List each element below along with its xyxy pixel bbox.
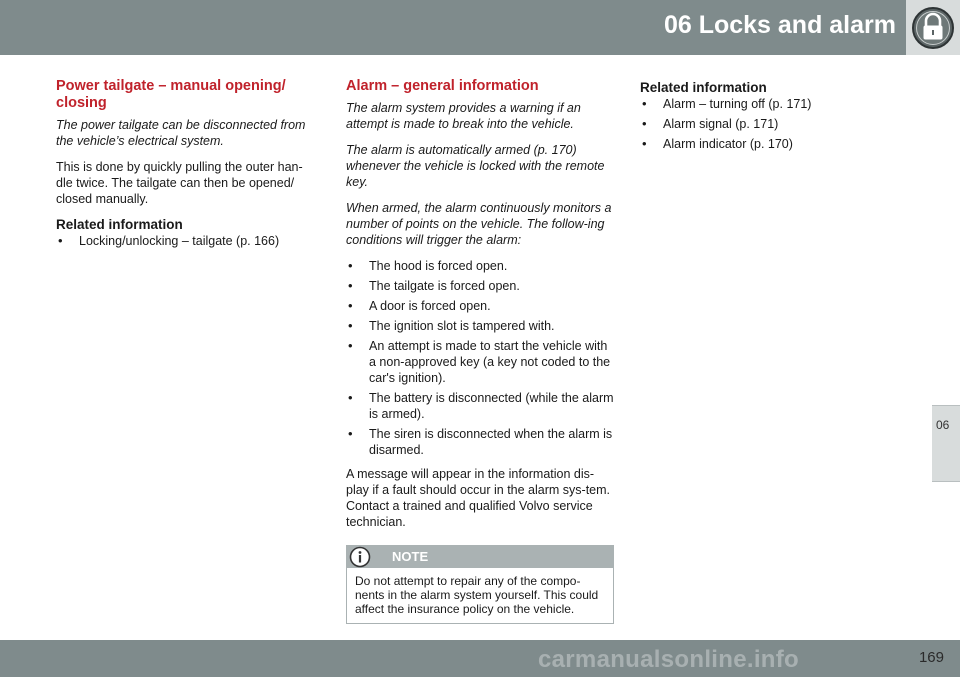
note-header (347, 546, 613, 568)
related-info-heading: Related information (640, 80, 767, 95)
list-item: • The battery is disconnected (while the alarm is armed). (346, 390, 614, 422)
list-item: • An attempt is made to start the vehicle with a non-approved key (a key not coded to the car's ignition). (346, 338, 614, 386)
chapter-side-tab[interactable] (932, 405, 960, 482)
related-link-alarm-turning-off[interactable]: • Alarm – turning off (p. 171) (640, 96, 910, 112)
chapter-title: 06 Locks and alarm (663, 11, 896, 39)
watermark: carmanualsonline.info (538, 646, 800, 673)
chapter-side-tab-label: 06 (936, 418, 950, 432)
note-text: Do not attempt to repair any of the compo-nents in the alarm system yourself. This could affect the insurance policy on the vehicle. (355, 574, 599, 616)
column-related-alarm (640, 78, 910, 160)
related-link-locking-tailgate[interactable]: • Locking/unlocking – tailgate (p. 166) (56, 233, 318, 249)
related-link-alarm-indicator[interactable]: • Alarm indicator (p. 170) (640, 136, 910, 152)
related-info-list (56, 233, 318, 249)
column-power-tailgate (56, 78, 318, 257)
note-label: NOTE (392, 549, 429, 564)
column-alarm-general (346, 78, 614, 624)
section-title-power-tailgate: Power tailgate – manual opening/ closing (56, 78, 286, 111)
intro-text-3: When armed, the alarm continuously monitors a number of points on the vehicle. The follow-ing conditions will trigger the alarm: (346, 201, 612, 247)
note-box (346, 545, 614, 624)
padlock-icon (910, 5, 956, 51)
list-item: • The hood is forced open. (346, 258, 614, 274)
list-item: • The tailgate is forced open. (346, 278, 614, 294)
body-text: This is done by quickly pulling the outer han-dle twice. The tailgate can then be opened/ closed manually. (56, 160, 303, 206)
list-item: • A door is forced open. (346, 298, 614, 314)
page-number: 169 (918, 649, 944, 666)
intro-text: The power tailgate can be disconnected from the vehicle’s electrical system. (56, 118, 306, 148)
list-item: • The siren is disconnected when the alarm is disarmed. (346, 426, 614, 458)
related-link-alarm-signal[interactable]: • Alarm signal (p. 171) (640, 116, 910, 132)
page-header (0, 0, 960, 55)
related-info-heading: Related information (56, 217, 183, 232)
info-icon (349, 546, 371, 568)
alarm-conditions-list (346, 258, 614, 458)
related-info-list (640, 96, 910, 152)
message-text: A message will appear in the information dis-play if a fault should occur in the alarm sys-tem. Contact a trained and qualified Volvo service technician. (346, 467, 611, 529)
intro-text-1: The alarm system provides a warning if an attempt is made to break into the vehicle. (346, 101, 581, 131)
intro-text-2: The alarm is automatically armed (p. 170) whenever the vehicle is locked with the remote key. (346, 143, 605, 189)
list-item: • The ignition slot is tampered with. (346, 318, 614, 334)
chapter-icon-box (906, 0, 960, 55)
page-footer (0, 640, 960, 677)
section-title-alarm: Alarm – general information (346, 78, 539, 94)
